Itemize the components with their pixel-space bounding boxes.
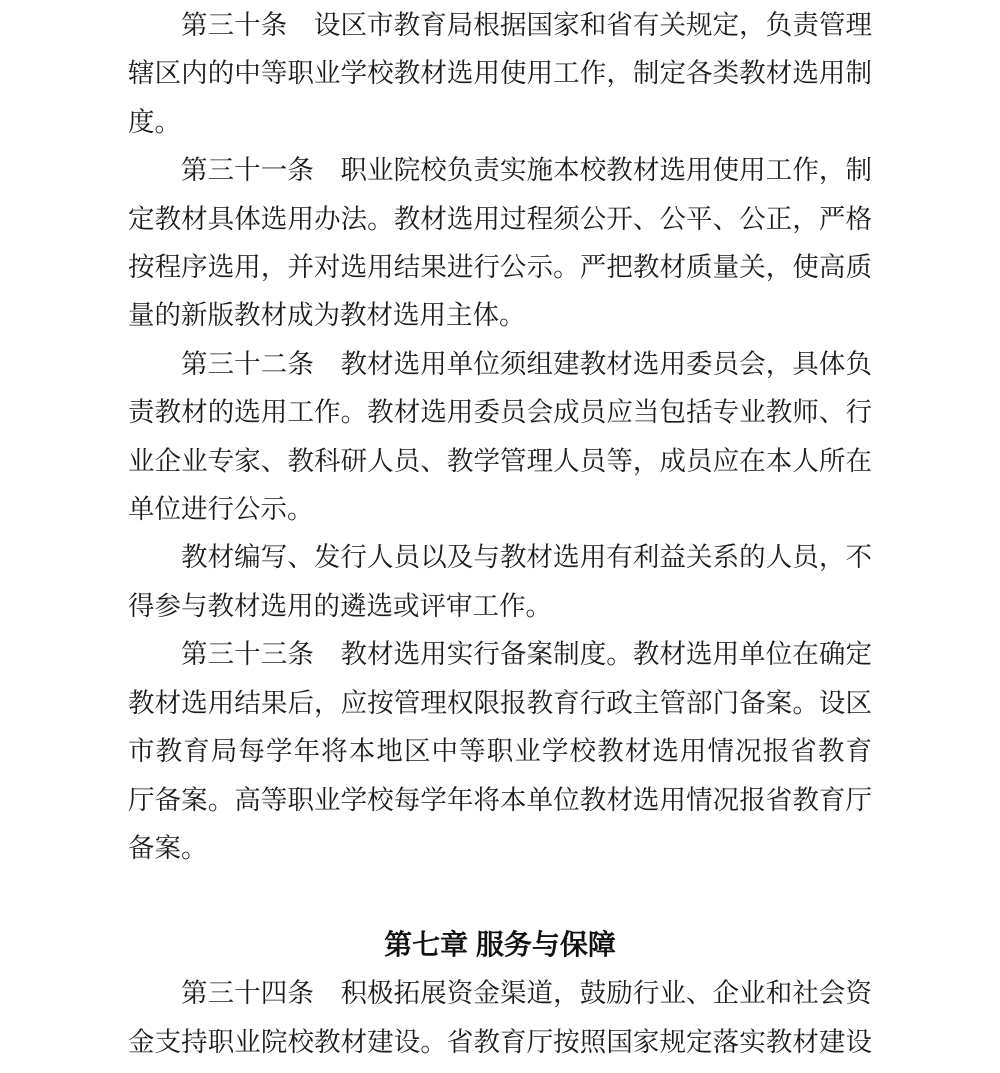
paragraph-article-30: [128, 1, 872, 146]
text-line: 辖区内的中等职业学校教材选用使用工作，制定各类教材选用制: [128, 58, 872, 89]
document-body: [128, 1, 872, 1066]
text-line: 第三十三条 教材选用实行备案制度。教材选用单位在确定: [181, 639, 872, 670]
text-line: 量的新版教材成为教材选用主体。: [128, 300, 526, 331]
paragraph-article-31: [128, 146, 872, 340]
text-line: 业企业专家、教科研人员、教学管理人员等，成员应在本人所在: [128, 445, 872, 476]
text-line: 按程序选用，并对选用结果进行公示。严把教材质量关，使高质: [128, 252, 872, 283]
text-line: 市教育局每学年将本地区中等职业学校教材选用情况报省教育: [128, 736, 872, 767]
paragraph-conflict-of-interest: [128, 533, 872, 630]
text-line: 第三十一条 职业院校负责实施本校教材选用使用工作，制: [181, 155, 872, 186]
text-line: 第三十四条 积极拓展资金渠道，鼓励行业、企业和社会资: [181, 978, 872, 1009]
text-line: 厅备案。高等职业学校每学年将本单位教材选用情况报省教育厅: [128, 784, 872, 815]
text-line: 第三十二条 教材选用单位须组建教材选用委员会，具体负: [181, 348, 872, 379]
text-line: 单位进行公示。: [128, 494, 314, 525]
text-line: 备案。: [128, 832, 208, 863]
chapter-heading: 第七章 服务与保障: [384, 928, 616, 960]
text-line: 责教材的选用工作。教材选用委员会成员应当包括专业教师、行: [128, 397, 872, 428]
text-line: 金支持职业院校教材建设。省教育厅按照国家规定落实教材建设: [128, 1026, 872, 1057]
text-line: 教材选用结果后，应按管理权限报教育行政主管部门备案。设区: [128, 687, 872, 718]
paragraph-article-33: [128, 630, 872, 872]
text-line: 教材编写、发行人员以及与教材选用有利益关系的人员，不: [181, 542, 872, 573]
text-line: 第三十条 设区市教育局根据国家和省有关规定，负责管理: [181, 10, 872, 40]
text-line: 得参与教材选用的遴选或评审工作。: [128, 590, 552, 621]
text-line: 度。: [128, 106, 181, 137]
paragraph-article-34: [128, 969, 872, 1066]
text-line: 定教材具体选用办法。教材选用过程须公开、公平、公正，严格: [128, 203, 872, 234]
paragraph-article-32: [128, 340, 872, 534]
